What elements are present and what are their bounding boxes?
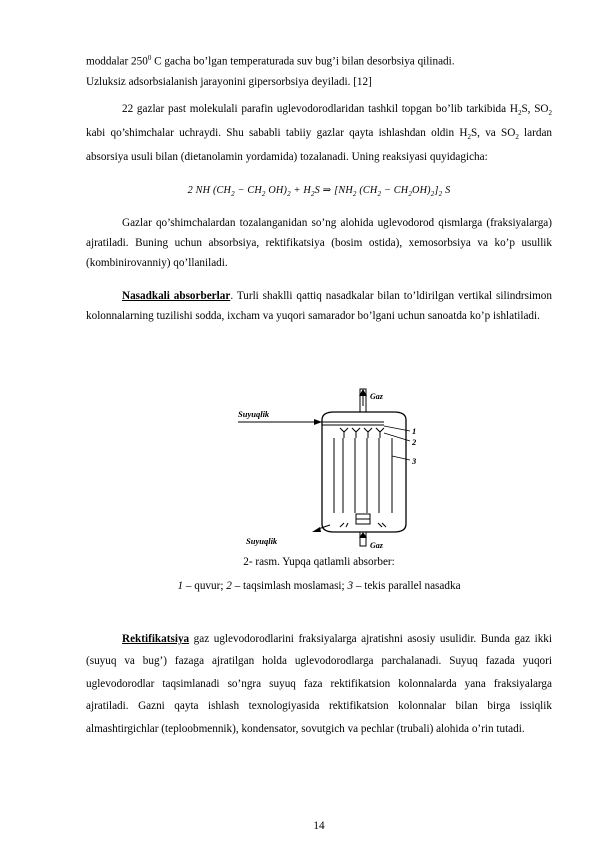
reaction-equation (86, 185, 552, 198)
legend-number: 2 (226, 580, 232, 592)
superscript: 0 (147, 54, 152, 62)
text-run: kabi qo’shimchalar uchraydi. Shu sababli tabiiy gazlar qayta ishlashdan oldin H (86, 127, 468, 140)
eq-part: − CH (234, 185, 262, 196)
text-run: S, va SO (470, 127, 516, 140)
legend-number: 1 (177, 580, 184, 592)
text-run: gaz uglevodorodlarini fraksiyalarga ajratishni asosiy usulidir. Bunda gaz ikki (suyuq va bug’) fazaga ajratilgan holda uglevodorodlarga parchalanadi. Suyuq fazada yuqori uglevodorodlar taqsimlanadi so’ngra suyuq faza rektifikatsion kolonnalarda yana fraksiyalarga ajratiladi. Gazni qayta ishlash texnologiyasida rektifikatsion kolonnalar bilan birga issiqlik almashtirgichlar (teploobmennik), kondensator, sovutgich va pechlar (trubali) alohida o’rin tutadi. (86, 633, 552, 735)
absorber-figure (234, 386, 424, 551)
eq-sub: 2 (231, 190, 235, 199)
text-run: moddalar 250 (86, 55, 148, 68)
legend-text: – taqsimlash moslamasi; (231, 580, 348, 592)
subscript: 2 (517, 109, 522, 118)
arrow-head (314, 419, 322, 425)
eq-sub: 2 (430, 190, 435, 199)
term-packed-absorbers: Nasadkali absorberlar (122, 290, 231, 302)
eq-sub: 2 (377, 190, 382, 199)
eq-part: S (442, 185, 451, 196)
eq-part: − CH (381, 185, 409, 196)
label-number-3: 3 (412, 456, 417, 466)
paragraph-packed-absorbers (86, 286, 552, 326)
eq-part: OH) (412, 185, 431, 196)
text-run: S, SO (521, 103, 549, 115)
eq-part: ] (434, 185, 439, 196)
eq-sub: 2 (261, 190, 266, 199)
eq-sub: 2 (352, 190, 357, 199)
eq-part: S ⇒ [NH (314, 185, 353, 196)
figure-caption-legend (86, 580, 552, 592)
paragraph-fractionation (86, 213, 552, 273)
label-gas-top: Gaz (370, 392, 383, 401)
text-run: C gacha bo’lgan temperaturada suv bug’i bilan desorbsiya qilinadi. (151, 55, 455, 68)
eq-part: + H (290, 185, 311, 196)
figure-caption-title: 2- rasm. Yupqa qatlamli absorber: (243, 556, 395, 568)
text-run: . Turli shaklli qattiq nasadkalar bilan to’ldirilgan vertikal silindrsimon kolonnalarning tuzilishi sodda, ixcham va yuqori samarador bo’lgani uchun sanoatda ko’p ishlatiladi. (86, 290, 552, 322)
eq-sub: 2 (408, 190, 413, 199)
term-rectification: Rektifikatsiya (122, 633, 190, 645)
eq-part: (CH (356, 185, 378, 196)
paragraph-gas-purification (86, 99, 552, 167)
legend-number: 3 (347, 580, 354, 592)
label-number-1: 1 (412, 426, 417, 436)
paragraph-desorption (86, 48, 552, 92)
label-liquid-out: Suyuqlik (246, 536, 278, 546)
eq-part: 2 NH (CH (187, 185, 232, 196)
label-gas-bottom: Gaz (370, 541, 383, 550)
page-number: 14 (313, 820, 325, 832)
paragraph-rectification (86, 628, 552, 740)
eq-sub: 2 (310, 190, 315, 199)
legend-text: – quvur; (183, 580, 227, 592)
text-run: 22 gazlar past molekulali parafin uglevodorodlaridan tashkil topgan bo’lib tarkibida H (122, 103, 518, 115)
text-run: Gazlar qo’shimchalardan tozalanganidan so’ng alohida uglevodorod qismlarga (fraksiyalarga) ajratiladi. Buning uchun absorbsiya, rektifikatsiya (bosim ostida), xemosorbsiya va ko’p usullik (kombinirovanniy) qo’llaniladi. (86, 217, 552, 269)
arrow-head (312, 527, 321, 532)
subscript: 2 (467, 133, 471, 142)
text-run: Uzluksiz adsorbsialanish jarayonini gipersorbsiya deyiladi. [12] (86, 75, 372, 88)
label-liquid-in: Suyuqlik (238, 409, 270, 419)
eq-part: OH) (265, 185, 288, 196)
eq-sub: 2 (438, 190, 443, 199)
label-number-2: 2 (412, 437, 417, 447)
legend-text: – tekis parallel nasadka (353, 580, 461, 592)
text-run: lardan absorsiya usuli bilan (dietanolamin yordamida) tozalanadi. Uning reaksiyasi quyidagicha: (86, 127, 553, 164)
subscript: 2 (515, 133, 519, 142)
eq-sub: 2 (287, 190, 291, 199)
subscript: 2 (548, 109, 552, 118)
